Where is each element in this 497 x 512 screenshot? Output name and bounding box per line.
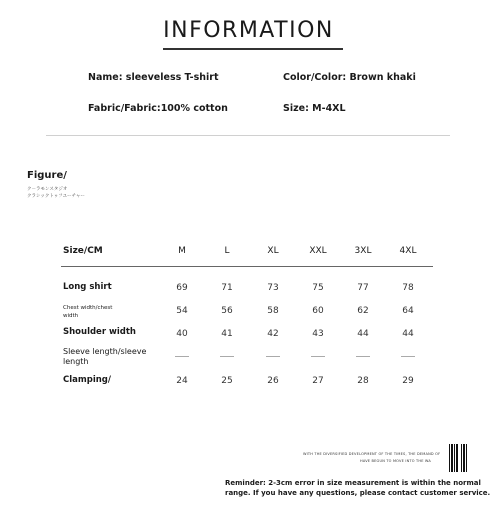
table-cell: 44 bbox=[357, 329, 369, 339]
figure-subtext-2: クラシックトゥフユーチャー bbox=[27, 194, 85, 199]
size-col-xxl: XXL bbox=[309, 246, 327, 256]
barcode-icon bbox=[449, 444, 467, 472]
table-cell: 44 bbox=[402, 329, 414, 339]
table-cell: 28 bbox=[357, 376, 369, 386]
title-underline bbox=[163, 48, 343, 50]
table-header-rule bbox=[61, 266, 433, 267]
table-cell: 78 bbox=[402, 283, 414, 293]
row-label-clamping: Clamping/ bbox=[63, 375, 111, 385]
row-label-line: Chest width/chest bbox=[63, 305, 113, 311]
table-cell: 60 bbox=[312, 306, 324, 316]
table-cell: 29 bbox=[402, 376, 414, 386]
product-size-range: Size: M-4XL bbox=[283, 103, 346, 114]
row-label-sleeve-length bbox=[63, 347, 146, 367]
reminder-line-1: Reminder: 2-3cm error in size measurement is within the normal bbox=[225, 479, 481, 487]
row-label-shoulder-width: Shoulder width bbox=[63, 327, 136, 337]
table-cell: 54 bbox=[176, 306, 188, 316]
section-divider bbox=[46, 135, 450, 136]
fine-print-1: WITH THE DIVERSIFIED DEVELOPMENT OF THE TIMES, THE DEMAND OF bbox=[303, 452, 441, 456]
row-label-line: length bbox=[63, 357, 89, 366]
size-col-l: L bbox=[224, 246, 230, 256]
figure-heading: Figure/ bbox=[27, 170, 67, 181]
empty-cell-dash bbox=[401, 356, 415, 357]
table-cell: 56 bbox=[221, 306, 233, 316]
size-col-4xl: 4XL bbox=[399, 246, 417, 256]
fine-print-2: HAVE BEGUN TO MOVE INTO THE WA bbox=[360, 459, 431, 463]
row-label-line: Sleeve length/sleeve bbox=[63, 347, 147, 356]
empty-cell-dash bbox=[175, 356, 189, 357]
table-cell: 27 bbox=[312, 376, 324, 386]
size-table-corner: Size/CM bbox=[63, 246, 103, 256]
table-cell: 77 bbox=[357, 283, 369, 293]
product-fabric: Fabric/Fabric:100% cotton bbox=[88, 103, 228, 114]
size-reminder bbox=[225, 478, 490, 498]
table-cell: 43 bbox=[312, 329, 324, 339]
table-cell: 58 bbox=[267, 306, 279, 316]
empty-cell-dash bbox=[266, 356, 280, 357]
table-cell: 62 bbox=[357, 306, 369, 316]
table-cell: 26 bbox=[267, 376, 279, 386]
empty-cell-dash bbox=[220, 356, 234, 357]
table-cell: 42 bbox=[267, 329, 279, 339]
table-cell: 71 bbox=[221, 283, 233, 293]
row-label-long-shirt: Long shirt bbox=[63, 282, 112, 292]
table-cell: 75 bbox=[312, 283, 324, 293]
table-cell: 69 bbox=[176, 283, 188, 293]
size-col-3xl: 3XL bbox=[354, 246, 372, 256]
table-cell: 73 bbox=[267, 283, 279, 293]
page-title: INFORMATION bbox=[163, 18, 334, 43]
empty-cell-dash bbox=[311, 356, 325, 357]
product-name: Name: sleeveless T-shirt bbox=[88, 72, 219, 83]
empty-cell-dash bbox=[356, 356, 370, 357]
product-color: Color/Color: Brown khaki bbox=[283, 72, 416, 83]
table-cell: 40 bbox=[176, 329, 188, 339]
table-cell: 41 bbox=[221, 329, 233, 339]
table-cell: 64 bbox=[402, 306, 414, 316]
size-col-xl: XL bbox=[267, 246, 279, 256]
size-col-m: M bbox=[178, 246, 186, 256]
reminder-line-2: range. If you have any questions, please contact customer service. bbox=[225, 489, 491, 497]
table-cell: 25 bbox=[221, 376, 233, 386]
row-label-chest-width bbox=[63, 304, 112, 320]
figure-subtext-1: ク－ラモンスタジオ bbox=[27, 187, 68, 192]
row-label-line: width bbox=[63, 313, 79, 319]
table-cell: 24 bbox=[176, 376, 188, 386]
